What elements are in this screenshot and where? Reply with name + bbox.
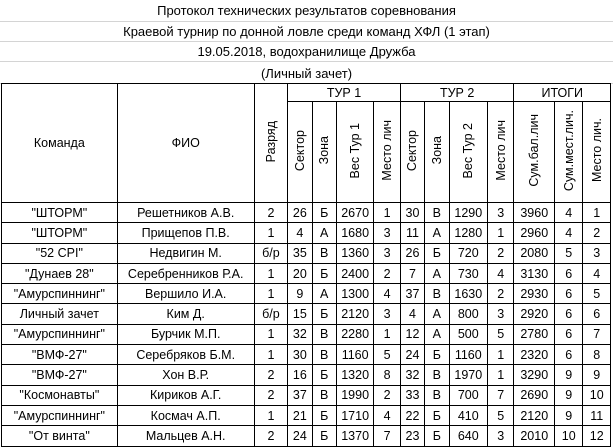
place2-cell: 1 (488, 345, 514, 365)
column-header-fio: ФИО (117, 84, 254, 203)
column-header-sector2: Сектор (400, 102, 424, 203)
place1-cell: 2 (374, 263, 400, 283)
final-place-cell: 3 (583, 243, 611, 263)
sector2-cell: 32 (400, 365, 424, 385)
weight2-cell: 1630 (449, 284, 488, 304)
zone1-cell: Б (312, 304, 336, 324)
weight2-cell: 1970 (449, 365, 488, 385)
weight1-cell: 1360 (336, 243, 374, 263)
protocol-title: Протокол технических результатов соревнования (0, 0, 613, 22)
sum-places-cell: 6 (555, 345, 583, 365)
sum-points-cell: 3290 (514, 365, 555, 385)
weight2-cell: 410 (449, 405, 488, 425)
place2-cell: 2 (488, 284, 514, 304)
table-row (2, 405, 611, 425)
weight1-cell: 1710 (336, 405, 374, 425)
zone2-cell: Б (425, 243, 449, 263)
weight1-cell: 2400 (336, 263, 374, 283)
fio-cell: Бурчик М.П. (117, 324, 254, 344)
weight1-cell: 1320 (336, 365, 374, 385)
sum-points-cell: 2320 (514, 345, 555, 365)
place1-cell: 8 (374, 365, 400, 385)
sector1-cell: 30 (288, 345, 312, 365)
fio-cell: Решетников А.В. (117, 203, 254, 223)
zone2-cell: А (425, 324, 449, 344)
zone1-cell: В (312, 345, 336, 365)
weight2-cell: 1290 (449, 203, 488, 223)
team-cell: "От винта" (2, 426, 118, 446)
zone2-cell: В (425, 284, 449, 304)
sector2-cell: 12 (400, 324, 424, 344)
zone1-cell: В (312, 243, 336, 263)
sector1-cell: 32 (288, 324, 312, 344)
group-header-totals: ИТОГИ (514, 84, 611, 102)
rank-cell: 1 (254, 263, 287, 283)
sum-places-cell: 10 (555, 426, 583, 446)
place1-cell: 5 (374, 345, 400, 365)
final-place-cell: 6 (583, 304, 611, 324)
team-cell: "Дунаев 28" (2, 263, 118, 283)
place1-cell: 1 (374, 324, 400, 344)
column-header-weight2: Вес Тур 2 (449, 102, 488, 203)
sum-points-cell: 2920 (514, 304, 555, 324)
final-place-cell: 2 (583, 223, 611, 243)
team-cell: "Космонавты" (2, 385, 118, 405)
place2-cell: 1 (488, 223, 514, 243)
sector2-cell: 7 (400, 263, 424, 283)
weight2-cell: 1280 (449, 223, 488, 243)
tournament-name: Краевой турнир по донной ловле среди команд ХФЛ (1 этап) (0, 22, 613, 42)
sum-places-cell: 9 (555, 365, 583, 385)
place1-cell: 4 (374, 405, 400, 425)
rank-cell: б/р (254, 304, 287, 324)
final-place-cell: 10 (583, 385, 611, 405)
rank-cell: 1 (254, 324, 287, 344)
sector2-cell: 30 (400, 203, 424, 223)
weight2-cell: 700 (449, 385, 488, 405)
standings-type: (Личный зачет) (0, 62, 613, 84)
place2-cell: 3 (488, 203, 514, 223)
results-table (1, 83, 611, 447)
zone2-cell: А (425, 223, 449, 243)
rank-cell: 2 (254, 426, 287, 446)
place1-cell: 3 (374, 304, 400, 324)
place1-cell: 4 (374, 284, 400, 304)
weight2-cell: 800 (449, 304, 488, 324)
rank-cell: б/р (254, 243, 287, 263)
weight2-cell: 720 (449, 243, 488, 263)
zone1-cell: А (312, 223, 336, 243)
table-row (2, 263, 611, 283)
sum-points-cell: 2930 (514, 284, 555, 304)
place1-cell: 2 (374, 385, 400, 405)
zone1-cell: В (312, 324, 336, 344)
final-place-cell: 8 (583, 345, 611, 365)
table-row (2, 345, 611, 365)
sector2-cell: 37 (400, 284, 424, 304)
zone2-cell: В (425, 385, 449, 405)
zone2-cell: Б (425, 405, 449, 425)
fio-cell: Серебряков Б.М. (117, 345, 254, 365)
table-row (2, 203, 611, 223)
column-header-zone2: Зона (425, 102, 449, 203)
place2-cell: 5 (488, 405, 514, 425)
sector1-cell: 16 (288, 365, 312, 385)
final-place-cell: 4 (583, 263, 611, 283)
weight1-cell: 1300 (336, 284, 374, 304)
fio-cell: Кириков А.Г. (117, 385, 254, 405)
table-row (2, 223, 611, 243)
zone1-cell: А (312, 284, 336, 304)
sector1-cell: 21 (288, 405, 312, 425)
fio-cell: Мальцев А.Н. (117, 426, 254, 446)
zone2-cell: Б (425, 426, 449, 446)
zone1-cell: Б (312, 365, 336, 385)
sum-points-cell: 3960 (514, 203, 555, 223)
fio-cell: Космач А.П. (117, 405, 254, 425)
zone1-cell: Б (312, 426, 336, 446)
weight1-cell: 2280 (336, 324, 374, 344)
sector2-cell: 24 (400, 345, 424, 365)
sum-points-cell: 2690 (514, 385, 555, 405)
sector1-cell: 24 (288, 426, 312, 446)
sum-places-cell: 6 (555, 263, 583, 283)
weight1-cell: 2670 (336, 203, 374, 223)
sum-points-cell: 2780 (514, 324, 555, 344)
place2-cell: 3 (488, 304, 514, 324)
sum-places-cell: 9 (555, 405, 583, 425)
rank-cell: 2 (254, 385, 287, 405)
sector2-cell: 22 (400, 405, 424, 425)
final-place-cell: 7 (583, 324, 611, 344)
weight2-cell: 640 (449, 426, 488, 446)
group-header-tour2: ТУР 2 (400, 84, 514, 102)
date-location: 19.05.2018, водохранилище Дружба (0, 42, 613, 62)
sum-places-cell: 6 (555, 304, 583, 324)
rank-cell: 1 (254, 405, 287, 425)
team-cell: "ВМФ-27" (2, 345, 118, 365)
sum-places-cell: 4 (555, 203, 583, 223)
sum-places-cell: 6 (555, 284, 583, 304)
final-place-cell: 1 (583, 203, 611, 223)
table-row (2, 243, 611, 263)
weight2-cell: 1160 (449, 345, 488, 365)
fio-cell: Ким Д. (117, 304, 254, 324)
column-header-sum-places: Сум.мест.лич. (555, 102, 583, 203)
zone1-cell: Б (312, 203, 336, 223)
weight1-cell: 1680 (336, 223, 374, 243)
place1-cell: 3 (374, 223, 400, 243)
rank-cell: 1 (254, 345, 287, 365)
team-cell: "Амурспиннинг" (2, 324, 118, 344)
place2-cell: 3 (488, 426, 514, 446)
sum-points-cell: 2010 (514, 426, 555, 446)
table-row (2, 324, 611, 344)
column-header-final-place: Место лич. (583, 102, 611, 203)
place1-cell: 3 (374, 243, 400, 263)
zone1-cell: Б (312, 405, 336, 425)
column-header-sum-points: Сум.бал.лич (514, 102, 555, 203)
sum-places-cell: 9 (555, 385, 583, 405)
column-header-sector1: Сектор (288, 102, 312, 203)
sum-points-cell: 2080 (514, 243, 555, 263)
sector2-cell: 23 (400, 426, 424, 446)
team-cell: "Амурспиннинг" (2, 405, 118, 425)
place1-cell: 7 (374, 426, 400, 446)
place2-cell: 5 (488, 324, 514, 344)
zone2-cell: Б (425, 345, 449, 365)
table-row (2, 426, 611, 446)
table-row (2, 304, 611, 324)
sector1-cell: 15 (288, 304, 312, 324)
team-cell: "ШТОРМ" (2, 203, 118, 223)
place1-cell: 1 (374, 203, 400, 223)
column-header-zone1: Зона (312, 102, 336, 203)
fio-cell: Хон В.Р. (117, 365, 254, 385)
sum-places-cell: 4 (555, 223, 583, 243)
table-row (2, 365, 611, 385)
place2-cell: 1 (488, 365, 514, 385)
final-place-cell: 11 (583, 405, 611, 425)
sector1-cell: 26 (288, 203, 312, 223)
fio-cell: Недвигин М. (117, 243, 254, 263)
place2-cell: 2 (488, 243, 514, 263)
sum-points-cell: 3130 (514, 263, 555, 283)
weight1-cell: 1990 (336, 385, 374, 405)
fio-cell: Серебренников Р.А. (117, 263, 254, 283)
weight2-cell: 730 (449, 263, 488, 283)
fio-cell: Вершило И.А. (117, 284, 254, 304)
rank-cell: 2 (254, 203, 287, 223)
rank-cell: 2 (254, 365, 287, 385)
rank-cell: 1 (254, 223, 287, 243)
sector2-cell: 11 (400, 223, 424, 243)
zone2-cell: В (425, 365, 449, 385)
weight1-cell: 2120 (336, 304, 374, 324)
table-row (2, 284, 611, 304)
zone2-cell: А (425, 263, 449, 283)
fio-cell: Прищепов П.В. (117, 223, 254, 243)
sector1-cell: 20 (288, 263, 312, 283)
zone2-cell: А (425, 304, 449, 324)
sum-points-cell: 2960 (514, 223, 555, 243)
zone1-cell: Б (312, 263, 336, 283)
table-row (2, 385, 611, 405)
team-cell: "Амурспиннинг" (2, 284, 118, 304)
team-cell: Личный зачет (2, 304, 118, 324)
sum-places-cell: 5 (555, 243, 583, 263)
final-place-cell: 12 (583, 426, 611, 446)
sector2-cell: 4 (400, 304, 424, 324)
sector1-cell: 37 (288, 385, 312, 405)
column-header-team: Команда (2, 84, 118, 203)
final-place-cell: 9 (583, 365, 611, 385)
sector2-cell: 26 (400, 243, 424, 263)
weight2-cell: 500 (449, 324, 488, 344)
zone1-cell: В (312, 385, 336, 405)
sum-places-cell: 6 (555, 324, 583, 344)
weight1-cell: 1370 (336, 426, 374, 446)
sector2-cell: 33 (400, 385, 424, 405)
rank-cell: 1 (254, 284, 287, 304)
column-header-place1: Место лич (374, 102, 400, 203)
weight1-cell: 1160 (336, 345, 374, 365)
zone2-cell: В (425, 203, 449, 223)
team-cell: "ВМФ-27" (2, 365, 118, 385)
sector1-cell: 4 (288, 223, 312, 243)
team-cell: "52 CPI" (2, 243, 118, 263)
group-header-tour1: ТУР 1 (288, 84, 401, 102)
sector1-cell: 35 (288, 243, 312, 263)
column-header-place2: Место лич (488, 102, 514, 203)
sum-points-cell: 2120 (514, 405, 555, 425)
team-cell: "ШТОРМ" (2, 223, 118, 243)
column-header-weight1: Вес Тур 1 (336, 102, 374, 203)
final-place-cell: 5 (583, 284, 611, 304)
column-header-rank: Разряд (254, 84, 287, 203)
protocol-header (0, 0, 613, 84)
sector1-cell: 9 (288, 284, 312, 304)
place2-cell: 7 (488, 385, 514, 405)
place2-cell: 4 (488, 263, 514, 283)
